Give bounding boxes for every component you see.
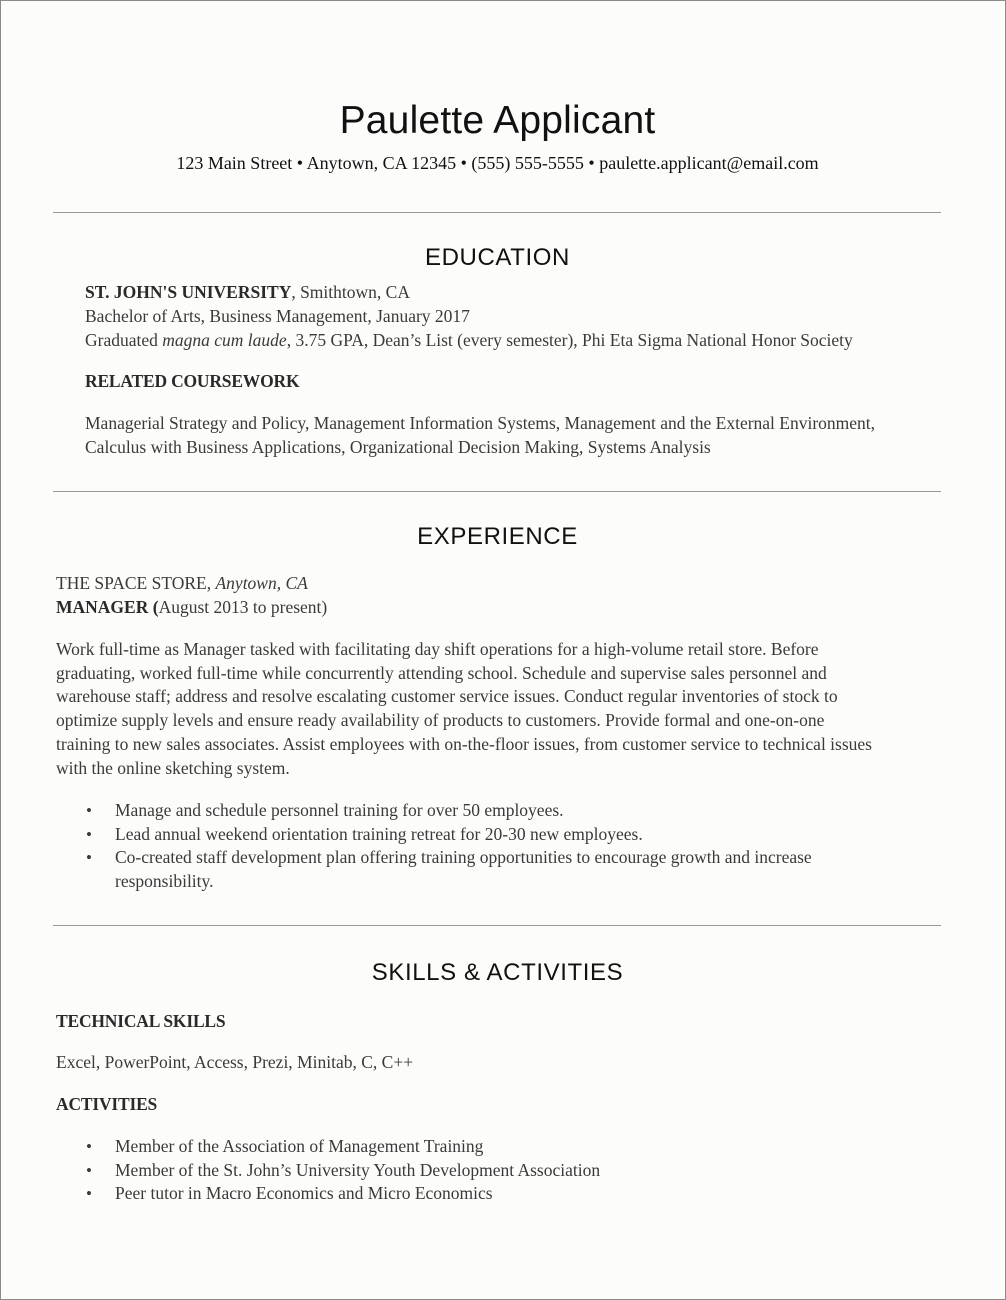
coursework-heading: RELATED COURSEWORK — [85, 371, 300, 391]
activity-text: Peer tutor in Macro Economics and Micro Economics — [115, 1183, 493, 1204]
list-item — [1, 823, 994, 847]
school-name: ST. JOHN'S UNIVERSITY — [85, 282, 292, 302]
contact-line: 123 Main Street • Anytown, CA 12345 • (555) 555-5555 • paulette.applicant@email.com — [176, 153, 819, 173]
bullet-icon: • — [86, 1137, 92, 1156]
activities-heading: ACTIVITIES — [56, 1094, 158, 1114]
technical-skills-heading: TECHNICAL SKILLS — [56, 1011, 226, 1031]
activity-text: Member of the Association of Management Training — [115, 1136, 484, 1156]
activity-text: Member of the St. John’s University Youth Development Association — [115, 1159, 601, 1180]
bullet-icon: • — [86, 1184, 92, 1204]
employer-line — [56, 573, 308, 594]
section-title-education: EDUCATION — [425, 244, 570, 271]
school-line — [85, 282, 410, 303]
divider — [53, 925, 941, 926]
applicant-name: Paulette Applicant — [339, 99, 656, 142]
bullet-icon: • — [86, 1160, 92, 1180]
list-item — [1, 1135, 994, 1159]
bullet-text: Co-created staff development plan offering training opportunities to encourage growth and increase — [115, 847, 812, 868]
honors-line — [85, 330, 853, 351]
bullet-text: Lead annual weekend orientation training retreat for 20-30 new employees. — [115, 823, 643, 844]
honors-rest: , 3.75 GPA, Dean’s List (every semester), Phi Eta Sigma National Honor Society — [286, 330, 853, 350]
divider — [53, 491, 941, 492]
description-line: warehouse staff; address and resolve escalating customer service issues. Conduct regular inventories of stock to — [56, 686, 838, 707]
list-item — [1, 846, 994, 893]
role-dates: August 2013 to present) — [158, 597, 328, 617]
degree-line: Bachelor of Arts, Business Management, January 2017 — [85, 306, 470, 326]
experience-bullets — [1, 799, 994, 894]
bullet-icon: • — [86, 801, 92, 820]
honors-prefix: Graduated — [85, 330, 163, 350]
section-title-skills: SKILLS & ACTIVITIES — [371, 959, 624, 986]
coursework-text — [85, 412, 965, 459]
honors-latin: magna cum laude — [162, 330, 287, 350]
description-line: training to new sales associates. Assist employees with on-the-floor issues, from customer service to technical issues — [56, 733, 872, 754]
description-line: graduating, worked full-time while concurrently attending school. Schedule and supervise sales personnel and — [56, 662, 827, 683]
bullet-text-continued: responsibility. — [115, 871, 214, 892]
bullet-text: Manage and schedule personnel training for over 50 employees. — [115, 800, 564, 820]
role-title: MANAGER ( — [56, 597, 159, 617]
description-line: Work full-time as Manager tasked with facilitating day shift operations for a high-volume retail store. Before — [56, 639, 819, 659]
section-title-experience: EXPERIENCE — [417, 523, 578, 550]
activities-list — [1, 1135, 994, 1206]
employer-name: THE SPACE STORE, — [56, 573, 216, 593]
list-item — [1, 799, 994, 823]
coursework-line: Managerial Strategy and Policy, Management Information Systems, Management and the External Environment, — [85, 413, 876, 433]
technical-skills-list: Excel, PowerPoint, Access, Prezi, Minitab, C, C++ — [56, 1052, 414, 1072]
description-line: with the online sketching system. — [56, 757, 290, 778]
bullet-icon: • — [86, 848, 92, 868]
list-item — [1, 1159, 994, 1183]
description-line: optimize supply levels and ensure ready availability of products to customers. Provide formal and one-on-one — [56, 710, 825, 731]
bullet-icon: • — [86, 824, 92, 844]
experience-description — [56, 638, 936, 780]
school-location: , Smithtown, CA — [291, 282, 410, 302]
coursework-line: Calculus with Business Applications, Organizational Decision Making, Systems Analysis — [85, 436, 711, 457]
list-item — [1, 1182, 994, 1206]
divider — [53, 212, 941, 213]
role-line — [56, 597, 327, 618]
employer-location: Anytown, CA — [215, 573, 308, 593]
